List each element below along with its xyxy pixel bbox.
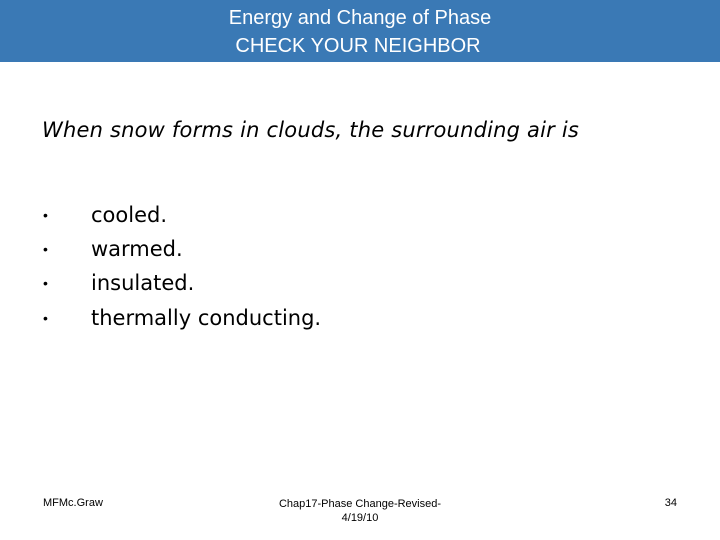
footer-date-line: 4/19/10 — [341, 512, 379, 524]
bullet-icon: • — [43, 310, 48, 326]
answer-option — [0, 200, 720, 234]
answer-option — [0, 234, 720, 268]
bullet-icon: • — [43, 275, 48, 291]
slide-title: Energy and Change of Phase — [228, 7, 492, 29]
answer-option — [0, 268, 720, 302]
option-label: cooled. — [91, 203, 168, 227]
footer-file-line: Chap17-Phase Change-Revised- — [278, 498, 442, 510]
option-label: warmed. — [91, 237, 183, 261]
question-text: When snow forms in clouds, the surrounding air is — [42, 118, 580, 142]
bullet-icon: • — [43, 207, 48, 223]
footer-file-info — [260, 497, 460, 525]
slide-subtitle: CHECK YOUR NEIGHBOR — [235, 35, 481, 57]
option-label: insulated. — [91, 271, 195, 295]
footer-author: MFMc.Graw — [43, 497, 103, 509]
bullet-icon: • — [43, 241, 48, 257]
option-label: thermally conducting. — [91, 306, 322, 330]
title-bar — [0, 0, 720, 62]
answer-option — [0, 303, 720, 337]
page-number: 34 — [664, 497, 677, 509]
